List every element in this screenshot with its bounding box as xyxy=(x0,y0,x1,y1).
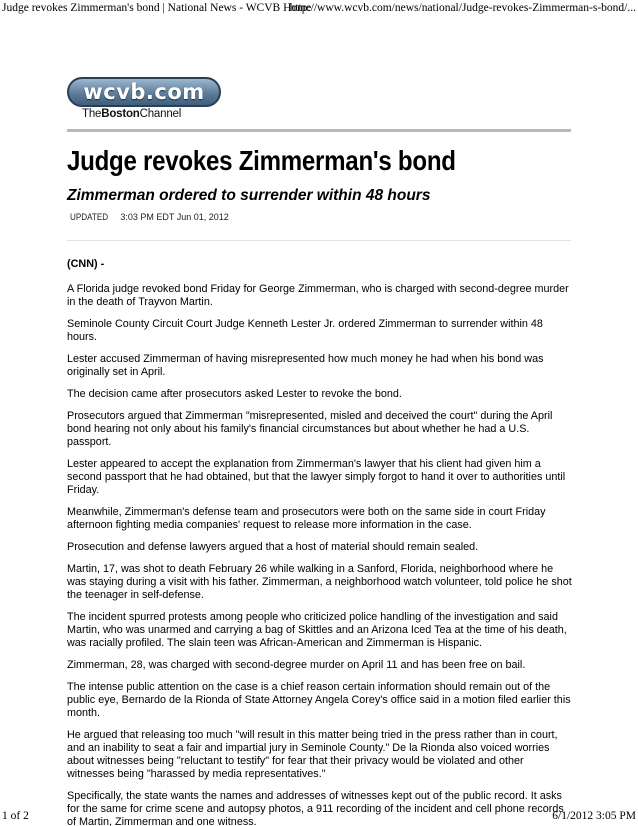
updated-time: 3:03 PM EDT Jun 01, 2012 xyxy=(120,212,229,222)
print-page-title: Judge revokes Zimmerman's bond | National News - WCVB Home xyxy=(2,2,312,14)
logo-tagline-brand: Boston xyxy=(101,108,140,120)
article-paragraph: Seminole County Circuit Court Judge Kenneth Lester Jr. ordered Zimmerman to surrender within 48 hours. xyxy=(67,318,543,343)
article-paragraph: The decision came after prosecutors asked Lester to revoke the bond. xyxy=(67,388,402,400)
article-paragraph: The incident spurred protests among people who criticized police handling of the investigation and said Martin, who was unarmed and carrying a bag of Skittles and an Arizona Iced Tea at the time of his death, was racially profiled. The slain teen was African-American and Zimmerman is Hispanic. xyxy=(67,611,567,649)
article-paragraph: A Florida judge revoked bond Friday for George Zimmerman, who is charged with second-degree murder in the death of Trayvon Martin. xyxy=(67,283,569,308)
article-paragraph: The intense public attention on the case is a chief reason certain information should remain out of the public eye, Bernardo de la Rionda of State Attorney Angela Corey's office said in a motion filed earlier this month. xyxy=(67,681,571,719)
page-number: 1 of 2 xyxy=(2,810,29,822)
print-datetime: 6/1/2012 3:05 PM xyxy=(552,810,636,822)
article-paragraph: He argued that releasing too much "will result in this matter being tried in the press rather than in court, and an inability to seat a fair and impartial jury in Seminole County." De la Rionda also voiced worries about witnesses being "reluctant to testify" for fear that their privacy would be violated and other witnesses being "harassed by media representatives." xyxy=(67,729,558,780)
wcvb-logo[interactable] xyxy=(67,77,221,121)
logo-badge-text: wcvb.com xyxy=(83,79,205,104)
article-source: (CNN) - xyxy=(67,258,105,270)
article-paragraph: Lester appeared to accept the explanation from Zimmerman's lawyer that his client had given him a second passport that he had obtained, but that the lawyer simply forgot to hand it over to authorities until Friday. xyxy=(67,458,566,496)
article-paragraph: Lester accused Zimmerman of having misrepresented how much money he had when his bond was originally set in April. xyxy=(67,353,544,378)
logo-tagline-suffix: Channel xyxy=(139,108,182,120)
article-paragraph: Prosecutors argued that Zimmerman "misrepresented, misled and deceived the court" during the April bond hearing not only about his family's financial circumstances but about whether he had a U.S. passport. xyxy=(67,410,553,448)
article-headline: Judge revokes Zimmerman's bond xyxy=(67,145,456,176)
logo-tagline-prefix: The xyxy=(82,108,102,120)
updated-label: UPDATED xyxy=(70,212,109,222)
print-page-url: http://www.wcvb.com/news/national/Judge-revokes-Zimmerman-s-bond/... xyxy=(289,2,636,14)
article-subheadline: Zimmerman ordered to surrender within 48 hours xyxy=(67,187,431,204)
article-paragraph: Specifically, the state wants the names and addresses of witnesses kept out of the public record. It asks for the same for crime scene and autopsy photos, a 911 recording of the incident and cell phone records of Martin, Zimmerman and one witness. xyxy=(67,790,564,826)
article-paragraph: Zimmerman, 28, was charged with second-degree murder on April 11 and has been free on bail. xyxy=(67,659,526,671)
article-paragraph: Meanwhile, Zimmerman's defense team and prosecutors were both on the same side in court Friday afternoon fighting media companies' request to release more information in the case. xyxy=(67,506,546,531)
logo-tagline xyxy=(82,108,181,120)
updated-timestamp xyxy=(70,212,229,222)
article-paragraph: Prosecution and defense lawyers argued that a host of material should remain sealed. xyxy=(67,541,479,553)
header-divider xyxy=(67,129,571,132)
article-divider xyxy=(67,240,571,241)
print-footer xyxy=(2,810,636,824)
article-body xyxy=(67,258,573,826)
article-paragraph: Martin, 17, was shot to death February 26 while walking in a Sanford, Florida, neighborhood where he was staying during a visit with his father. Zimmerman, a neighborhood watch volunteer, told police he shot the teenager in self-defense. xyxy=(67,563,572,601)
logo-badge xyxy=(67,77,221,107)
print-header xyxy=(2,2,636,16)
